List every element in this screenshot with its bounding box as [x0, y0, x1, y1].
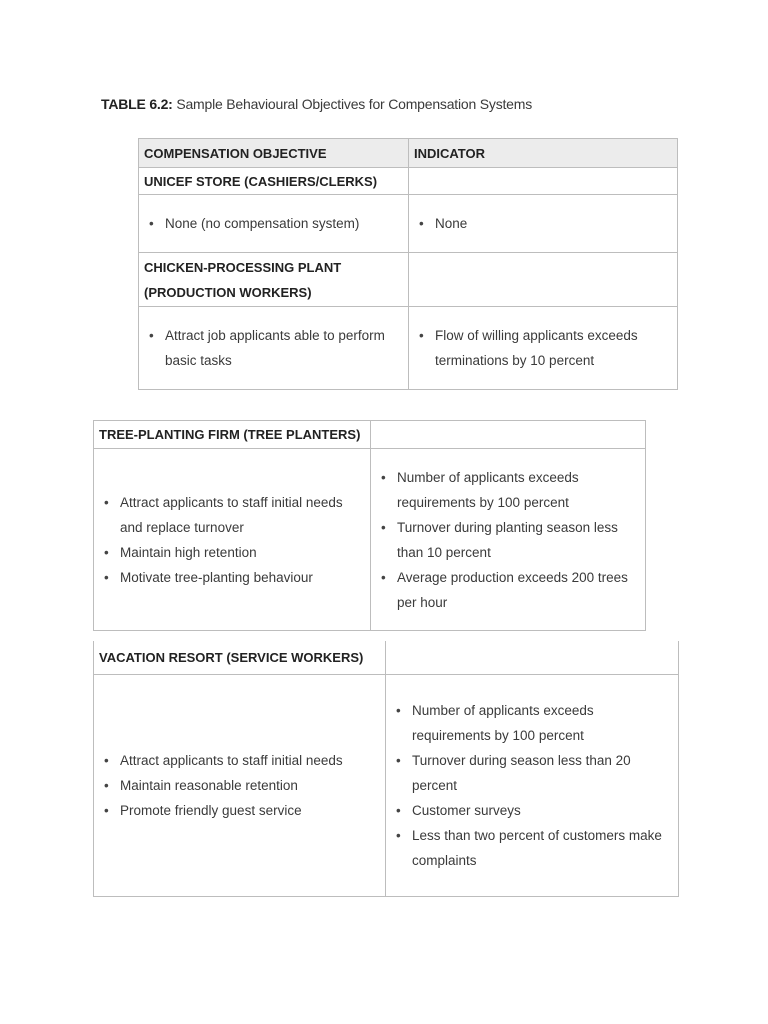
list-item: • Turnover during season less than 20 percent [412, 748, 673, 798]
list-item: • Number of applicants exceeds requirements by 100 percent [412, 698, 673, 748]
compensation-table-part3 [93, 641, 679, 897]
list-item: • Motivate tree-planting behaviour [120, 565, 365, 590]
section-empty-cell [386, 641, 679, 674]
list-item: • Maintain high retention [120, 540, 365, 565]
section-title-unicef: UNICEF STORE (CASHIERS/CLERKS) [139, 168, 409, 195]
compensation-table-part2 [93, 420, 646, 631]
header-indicator: INDICATOR [409, 139, 678, 168]
table-row [139, 195, 678, 253]
section-title-line: (PRODUCTION WORKERS) [144, 284, 312, 300]
list-item: • Promote friendly guest service [120, 798, 380, 823]
header-objective: COMPENSATION OBJECTIVE [139, 139, 409, 168]
table-row [94, 449, 646, 631]
section-row-vacation-resort [94, 641, 679, 674]
list-item: • Attract applicants to staff initial needs and replace turnover [120, 490, 365, 540]
section-empty-cell [409, 168, 678, 195]
table-row [94, 674, 679, 896]
section-row-chicken [139, 253, 678, 307]
list-item: • Maintain reasonable retention [120, 773, 380, 798]
table-row [139, 307, 678, 390]
table-caption [101, 96, 532, 112]
section-empty-cell [371, 421, 646, 449]
section-row-unicef [139, 168, 678, 195]
objectives-cell [139, 195, 409, 253]
list-item: • Customer surveys [412, 798, 673, 823]
compensation-table-part1 [138, 138, 678, 390]
list-item: • None [435, 211, 672, 236]
section-title-chicken [139, 253, 409, 307]
table-header-row [139, 139, 678, 168]
list-item: • Number of applicants exceeds requirements by 100 percent [397, 465, 640, 515]
indicators-cell [371, 449, 646, 631]
list-item: • Average production exceeds 200 trees per hour [397, 565, 640, 615]
list-item: • Less than two percent of customers make complaints [412, 823, 673, 873]
indicators-cell [409, 307, 678, 390]
section-row-tree-planting [94, 421, 646, 449]
list-item: • Attract applicants to staff initial needs [120, 748, 380, 773]
indicators-cell [386, 674, 679, 896]
list-item: • Turnover during planting season less than 10 percent [397, 515, 640, 565]
objectives-cell [94, 449, 371, 631]
table-title: Sample Behavioural Objectives for Compensation Systems [172, 96, 533, 112]
table-number: TABLE 6.2: [101, 96, 173, 112]
objectives-cell [94, 674, 386, 896]
list-item: • Flow of willing applicants exceeds terminations by 10 percent [435, 323, 672, 373]
section-title-tree-planting: TREE-PLANTING FIRM (TREE PLANTERS) [94, 421, 371, 449]
section-title-vacation-resort: VACATION RESORT (SERVICE WORKERS) [94, 641, 386, 674]
objectives-cell [139, 307, 409, 390]
indicators-cell [409, 195, 678, 253]
section-title-line: CHICKEN-PROCESSING PLANT [144, 259, 342, 275]
section-empty-cell [409, 253, 678, 307]
list-item: • None (no compensation system) [165, 211, 403, 236]
list-item: • Attract job applicants able to perform basic tasks [165, 323, 403, 373]
